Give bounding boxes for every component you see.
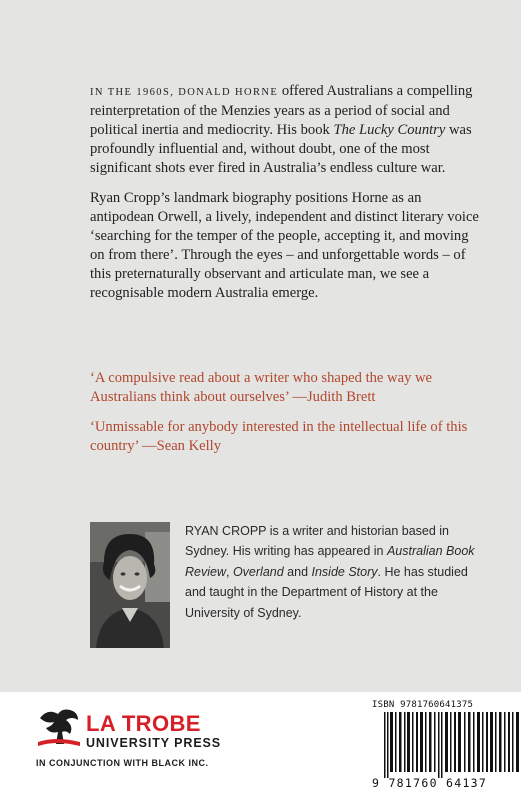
publication-name: Australian Book Review <box>185 544 475 579</box>
publication-name: Overland <box>232 564 284 579</box>
eagle-crest-icon <box>36 704 82 750</box>
blurb-paragraph-2: Ryan Cropp’s landmark biography positions Horne as an antipodean Orwell, a lively, independent and distinct literary voice ‘searching for the temper of the people, accepting it, and moving on from there’. Through the eyes – and unforgettable words – of this preternaturally observant and articulate man, we see a recognisable modern Australia emerge. <box>90 190 479 301</box>
book-title: The Lucky Country <box>333 122 446 138</box>
conjunction-note: IN CONJUNCTION WITH BLACK INC. <box>36 758 209 768</box>
bio-text: and <box>283 564 312 579</box>
barcode-icon <box>378 712 521 778</box>
publisher-name: LA TROBE <box>86 711 201 736</box>
barcode-digits: 9 781760 64137 <box>372 776 488 790</box>
author-portrait-icon <box>90 522 170 648</box>
blurb-smallcaps-opening: IN THE 1960S, DONALD HORNE <box>90 87 279 98</box>
publisher-press: UNIVERSITY PRESS <box>86 736 222 750</box>
bio-text: . He has studied and taught in the Department of History at the University of Sydney. <box>185 564 468 620</box>
barcode-area <box>372 700 521 794</box>
review-quote-1: ‘A compulsive read about a writer who shaped the way we Australians think about ourselves’ —Judith Brett <box>90 370 433 405</box>
bio-text: , <box>226 564 233 579</box>
review-quotes <box>90 369 490 467</box>
blurb-text: was profoundly influential and, without doubt, one of the most significant shots ever fired in Australia’s endless culture war. <box>90 122 472 176</box>
blurb-text: offered Australians a compelling reinterpretation of the Menzies years as a period of social and political inertia and mediocrity. His book <box>90 83 473 138</box>
review-quote-2: ‘Unmissable for anybody interested in the intellectual life of this country’ —Sean Kelly <box>90 419 468 454</box>
isbn-label: ISBN 9781760641375 <box>372 700 474 710</box>
bio-text: RYAN CROPP is a writer and historian based in Sydney. His writing has appeared in <box>185 524 450 559</box>
blurb-paragraph-1 <box>90 82 480 178</box>
publisher-strip <box>0 692 521 800</box>
author-bio-text <box>185 521 485 623</box>
blurb <box>90 82 480 314</box>
author-bio <box>185 521 485 623</box>
publication-name: Inside Story <box>311 564 378 579</box>
author-photo <box>90 522 170 648</box>
publisher-logo <box>36 700 236 750</box>
